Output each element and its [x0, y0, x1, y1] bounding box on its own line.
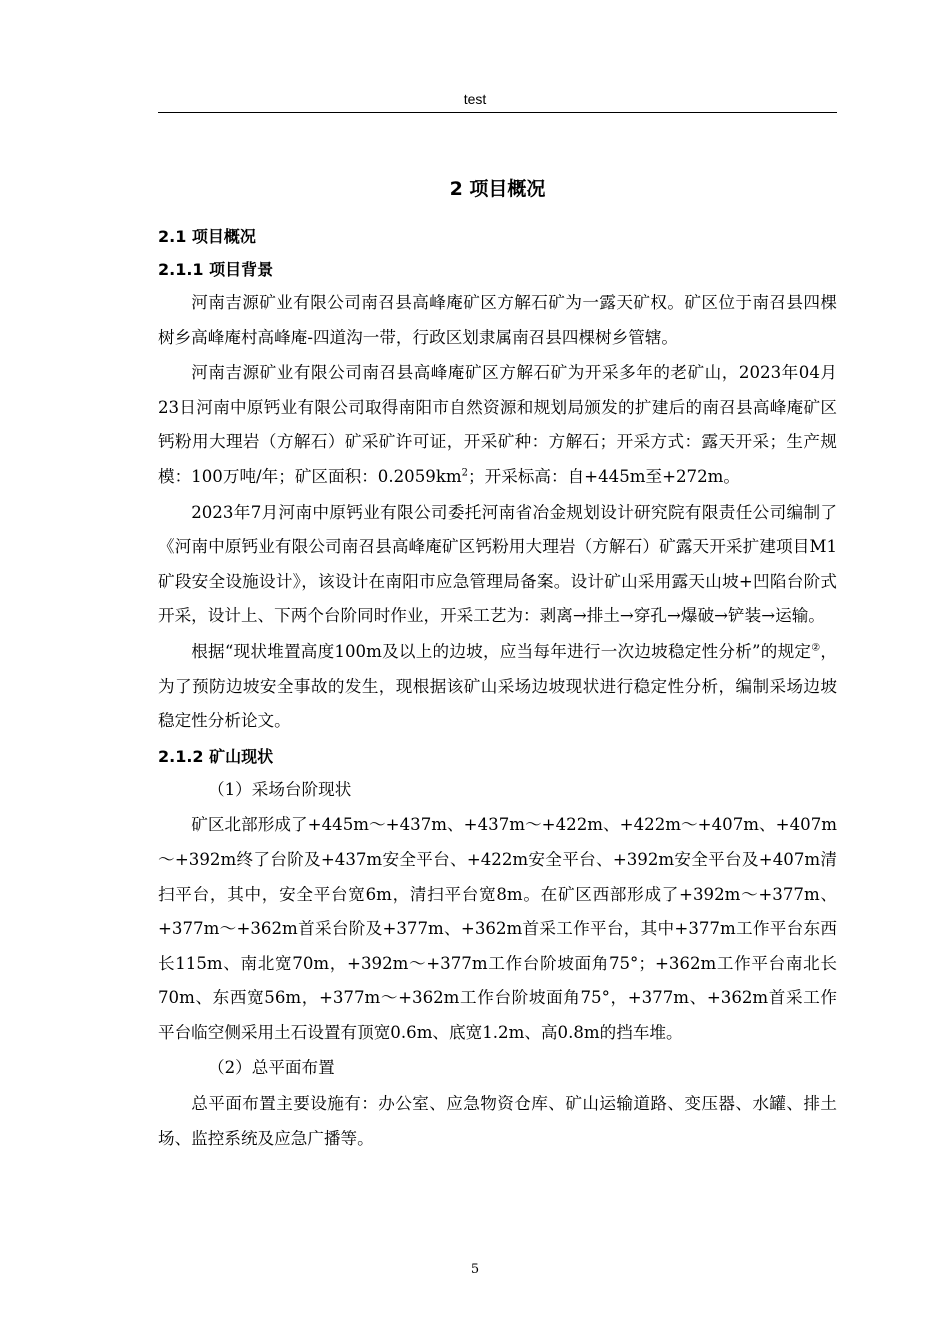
subsection-title-status: 2.1.2 矿山现状 — [158, 746, 274, 766]
paragraph-2-text-a: 河南吉源矿业有限公司南召县高峰庵矿区方解石矿为开采多年的老矿山，2023年04月23日河南中原钙业有限公司取得南阳市自然资源和规划局颁发的扩建后的南召县高峰庵矿区钙粉用大理岩（方解石）矿采矿许可证，开采矿种：方解石；开采方式：露天开采；生产规模：100万吨/年；矿区面积：0.2059km — [158, 363, 837, 486]
item-2-paragraph: 总平面布置主要设施有：办公室、应急物资仓库、矿山运输道路、变压器、水罐、排土场、监控系统及应急广播等。 — [158, 1094, 837, 1148]
paragraph-1: 河南吉源矿业有限公司南召县高峰庵矿区方解石矿为一露天矿权。矿区位于南召县四棵树乡高峰庵村高峰庵-四道沟一带，行政区划隶属南召县四棵树乡管辖。 — [158, 293, 837, 347]
item-1-paragraph: 矿区北部形成了+445m～+437m、+437m～+422m、+422m～+407m、+407m～+392m终了台阶及+437m安全平台、+422m安全平台、+392m安全平台及+407m清扫平台，其中，安全平台宽6m，清扫平台宽8m。在矿区西部形成了+392m～+377m、+377m～+362m首采台阶及+377m、+362m首采工作平台，其中+377m工作平台东西长115m、南北宽70m，+392m～+377m工作台阶坡面角75°；+362m工作平台南北长70m、东西宽56m，+377m～+362m工作台阶坡面角75°，+377m、+362m首采工作平台临空侧采用土石设置有顶宽0.6m、底宽1.2m、高0.8m的挡车堆。 — [158, 815, 837, 1042]
subsection-title-background: 2.1.1 项目背景 — [158, 260, 274, 279]
section-title: 2.1 项目概况 — [158, 227, 256, 246]
item-2-label: （2）总平面布置 — [208, 1058, 335, 1078]
paragraph-2 — [158, 356, 837, 494]
paragraph-4-text-b: ，为了预防边坡安全事故的发生，现根据该矿山采场边坡现状进行稳定性分析，编制采场边坡稳定性分析论文。 — [158, 641, 838, 731]
page-number: 5 — [470, 1262, 480, 1277]
footnote-reference: ② — [811, 642, 821, 654]
superscript-2: 2 — [461, 467, 469, 479]
paragraph-4 — [158, 635, 837, 739]
paragraph-4-text-a: 根据“现状堆置高度100m及以上的边坡，应当每年进行一次边坡稳定性分析”的规定 — [191, 641, 812, 661]
paragraph-2-text-b: ；开采标高：自+445m至+272m。 — [468, 466, 740, 486]
page-header: test — [463, 91, 487, 107]
chapter-title: 2 项目概况 — [449, 178, 546, 200]
paragraph-3: 2023年7月河南中原钙业有限公司委托河南省冶金规划设计研究院有限责任公司编制了《河南中原钙业有限公司南召县高峰庵矿区钙粉用大理岩（方解石）矿露天开采扩建项目M1矿段安全设施设计》，该设计在南阳市应急管理局备案。设计矿山采用露天山坡+凹陷台阶式开采，设计上、下两个台阶同时作业，开采工艺为：剥离→排土→穿孔→爆破→铲装→运输。 — [158, 502, 837, 626]
header-rule — [158, 112, 837, 113]
page-content — [158, 172, 837, 1157]
item-1-label: （1）采场台阶现状 — [208, 779, 352, 799]
